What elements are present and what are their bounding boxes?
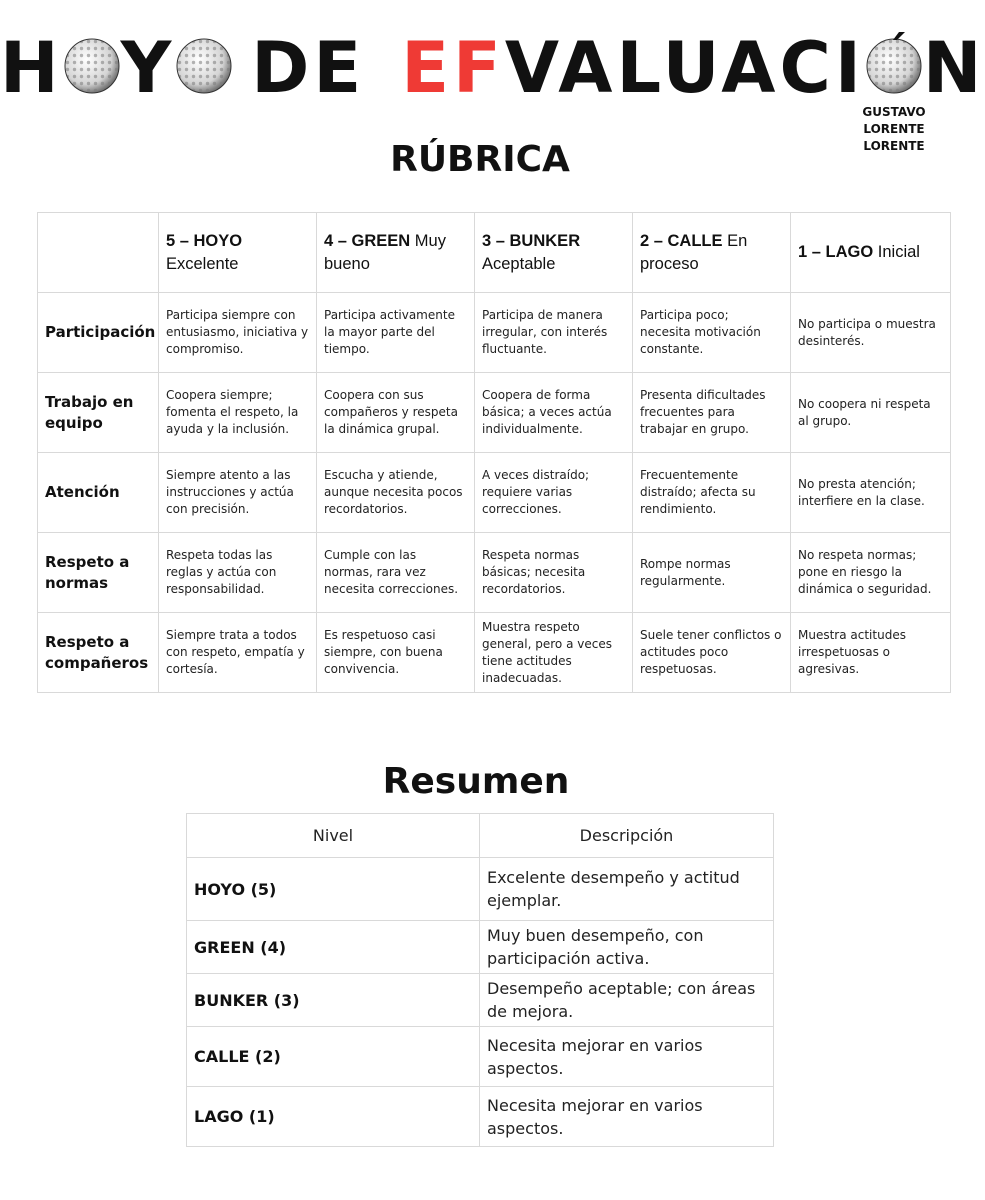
- rubric-cell: Coopera siempre; fomenta el respeto, la ayuda y la inclusión.: [159, 373, 317, 453]
- level-desc: Aceptable: [482, 254, 556, 273]
- rubric-cell: Participa de manera irregular, con interés fluctuante.: [475, 293, 633, 373]
- level-name: 2 – CALLE: [640, 231, 723, 250]
- summary-row: [187, 921, 774, 974]
- summary-level: LAGO (1): [187, 1087, 480, 1147]
- level-header-calle: [633, 213, 791, 293]
- rubric-row-respeto-a-companeros: [38, 613, 951, 693]
- rubric-cell: Cumple con las normas, rara vez necesita correcciones.: [317, 533, 475, 613]
- rubric-cell: Participa activamente la mayor parte del tiempo.: [317, 293, 475, 373]
- rubric-cell: Suele tener conflictos o actitudes poco respetuosas.: [633, 613, 791, 693]
- level-header-green: [317, 213, 475, 293]
- rubric-row-atencion: [38, 453, 951, 533]
- summary-header-row: [187, 814, 774, 858]
- author-line: LORENTE: [863, 122, 925, 136]
- rubric-cell: Participa poco; necesita motivación constante.: [633, 293, 791, 373]
- rubric-cell: Siempre atento a las instrucciones y actúa con precisión.: [159, 453, 317, 533]
- summary-row: [187, 858, 774, 921]
- rubric-cell: No respeta normas; pone en riesgo la dinámica o seguridad.: [791, 533, 951, 613]
- summary-level: GREEN (4): [187, 921, 480, 974]
- summary-level: BUNKER (3): [187, 974, 480, 1027]
- rubric-row-participacion: [38, 293, 951, 373]
- rubric-cell: Muestra respeto general, pero a veces tiene actitudes inadecuadas.: [475, 613, 633, 693]
- summary-description: Muy buen desempeño, con participación activa.: [480, 921, 774, 974]
- rubric-cell: Coopera de forma básica; a veces actúa individualmente.: [475, 373, 633, 453]
- level-header-lago: [791, 213, 951, 293]
- title-word-de: DE: [251, 27, 366, 109]
- summary-title: Resumen: [382, 761, 570, 802]
- rubric-cell: No presta atención; interfiere en la clase.: [791, 453, 951, 533]
- rubric-cell: No coopera ni respeta al grupo.: [791, 373, 951, 453]
- rubric-cell: Respeta normas básicas; necesita recordatorios.: [475, 533, 633, 613]
- title-letter-h: H: [0, 27, 63, 109]
- level-header-bunker: [475, 213, 633, 293]
- rubric-row-respeto-a-normas: [38, 533, 951, 613]
- summary-description: Necesita mejorar en varios aspectos.: [480, 1087, 774, 1147]
- level-desc: En proceso: [640, 231, 748, 273]
- rubric-cell: Respeta todas las reglas y actúa con responsabilidad.: [159, 533, 317, 613]
- rubric-cell: Participa siempre con entusiasmo, iniciativa y compromiso.: [159, 293, 317, 373]
- summary-row: [187, 974, 774, 1027]
- criterion-label: Respeto a normas: [38, 533, 159, 613]
- title-letter-n: N: [922, 27, 985, 109]
- criterion-label: Atención: [38, 453, 159, 533]
- author-line: GUSTAVO: [862, 105, 926, 119]
- criterion-label: Respeto a compañeros: [38, 613, 159, 693]
- rubric-cell: Rompe normas regularmente.: [633, 533, 791, 613]
- rubric-header-row: [38, 213, 951, 293]
- rubric-cell: No participa o muestra desinterés.: [791, 293, 951, 373]
- summary-description: Desempeño aceptable; con áreas de mejora.: [480, 974, 774, 1027]
- golf-ball-icon: [866, 38, 922, 94]
- summary-col-nivel: Nivel: [187, 814, 480, 858]
- rubric-cell: Es respetuoso casi siempre, con buena convivencia.: [317, 613, 475, 693]
- rubric-row-trabajo-en-equipo: [38, 373, 951, 453]
- title-word-valuaci: VALUACI: [504, 27, 865, 109]
- rubric-cell: Frecuentemente distraído; afecta su rendimiento.: [633, 453, 791, 533]
- level-desc: Muy bueno: [324, 231, 446, 273]
- title-letter-y: Y: [120, 27, 176, 109]
- summary-description: Necesita mejorar en varios aspectos.: [480, 1027, 774, 1087]
- summary-description: Excelente desempeño y actitud ejemplar.: [480, 858, 774, 921]
- summary-col-descripcion: Descripción: [480, 814, 774, 858]
- level-desc: Inicial: [877, 243, 920, 261]
- level-name: 4 – GREEN: [324, 231, 411, 250]
- golf-ball-icon: [64, 38, 120, 94]
- rubric-corner-cell: [38, 213, 159, 293]
- rubric-cell: A veces distraído; requiere varias correcciones.: [475, 453, 633, 533]
- criterion-label: Participación: [38, 293, 159, 373]
- summary-row: [187, 1027, 774, 1087]
- level-name: 1 – LAGO: [798, 243, 874, 261]
- summary-table: [186, 813, 774, 1147]
- rubric-table: [37, 212, 951, 693]
- rubric-cell: Presenta dificultades frecuentes para trabajar en grupo.: [633, 373, 791, 453]
- level-name: 3 – BUNKER: [482, 231, 581, 250]
- summary-level: HOYO (5): [187, 858, 480, 921]
- rubric-cell: Siempre trata a todos con respeto, empatía y cortesía.: [159, 613, 317, 693]
- rubric-cell: Muestra actitudes irrespetuosas o agresivas.: [791, 613, 951, 693]
- author-line: LORENTE: [863, 139, 925, 153]
- golf-ball-icon: [176, 38, 232, 94]
- level-header-hoyo: [159, 213, 317, 293]
- page-heading: [0, 18, 985, 118]
- summary-row: [187, 1087, 774, 1147]
- level-name: 5 – HOYO: [166, 231, 243, 250]
- level-desc: Excelente: [166, 254, 239, 273]
- title-red-ef: EF: [401, 27, 505, 109]
- criterion-label: Trabajo en equipo: [38, 373, 159, 453]
- rubric-title: RÚBRICA: [390, 139, 570, 180]
- summary-level: CALLE (2): [187, 1027, 480, 1087]
- rubric-cell: Escucha y atiende, aunque necesita pocos recordatorios.: [317, 453, 475, 533]
- rubric-cell: Coopera con sus compañeros y respeta la dinámica grupal.: [317, 373, 475, 453]
